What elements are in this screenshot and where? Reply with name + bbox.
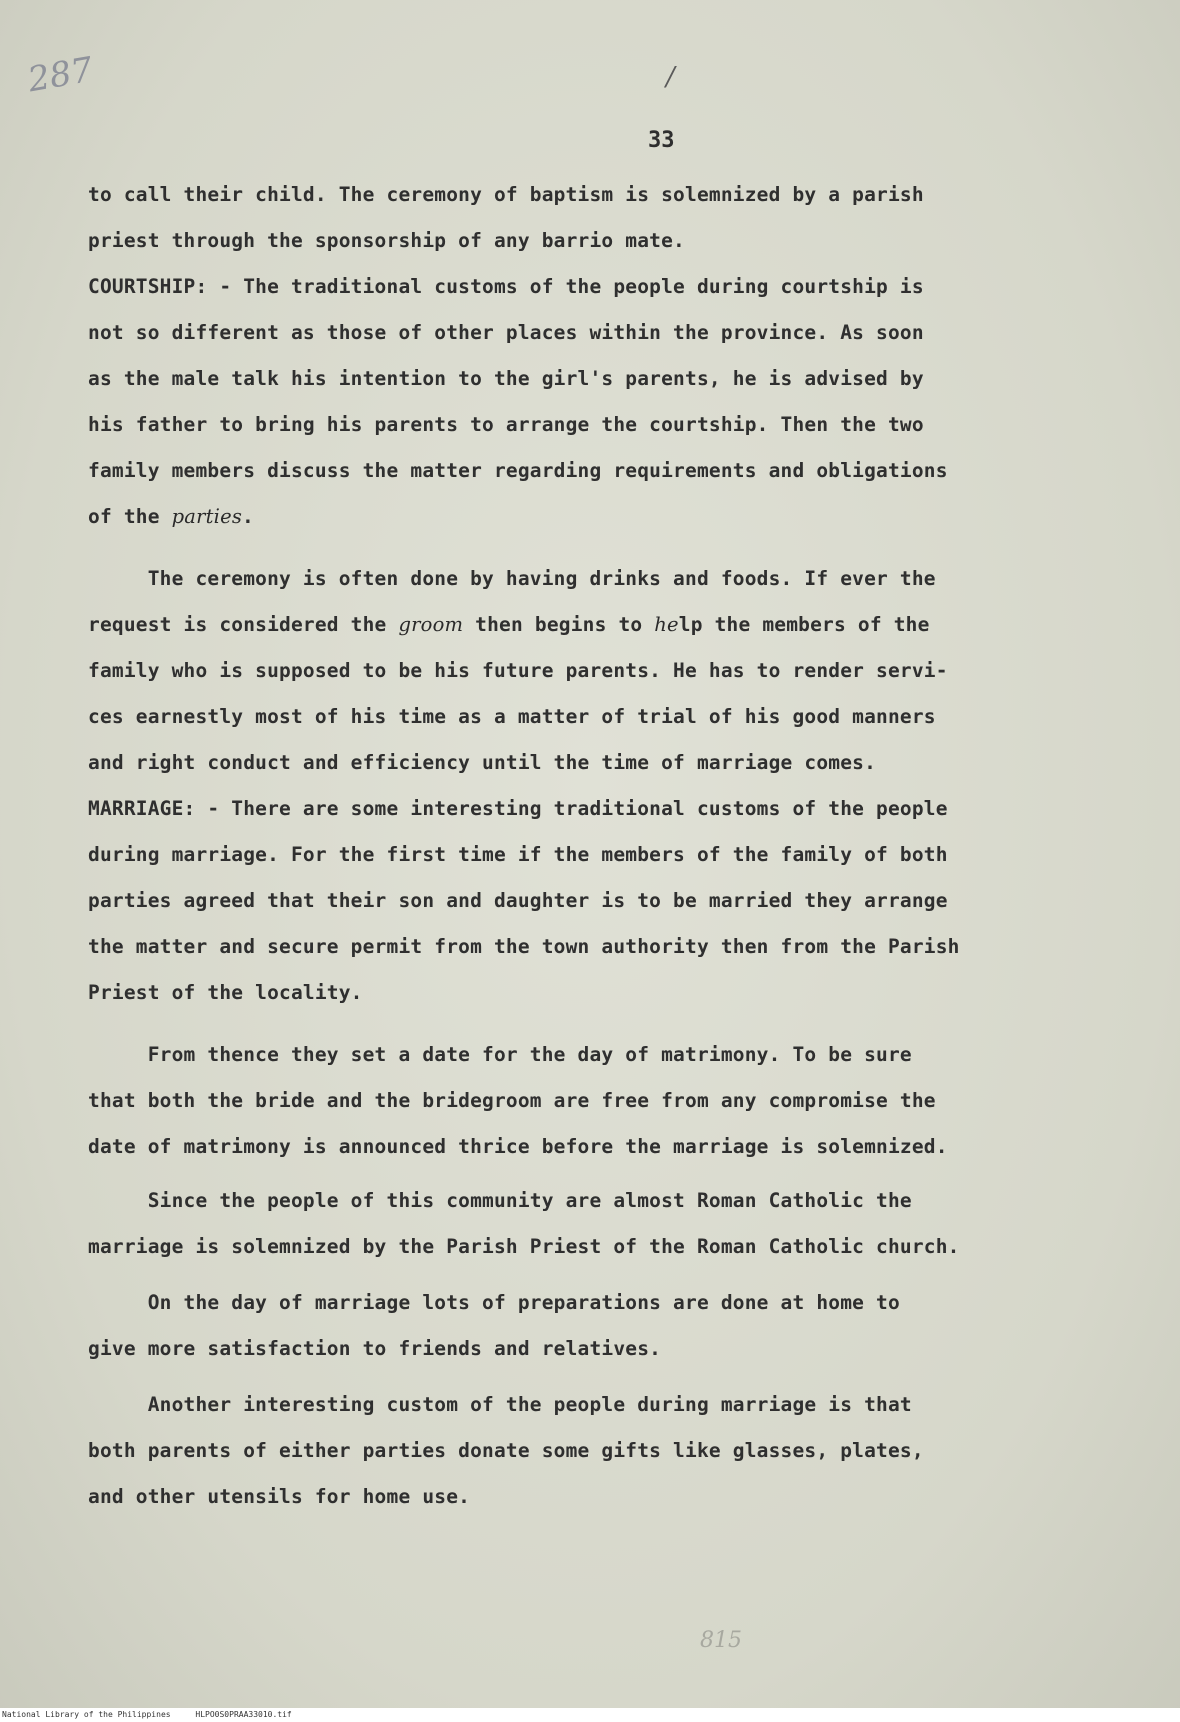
text-segment: of the — [88, 505, 172, 528]
text-segment: to call their child. The ceremony of baptism is solemnized by a parish — [88, 183, 924, 206]
text-segment: MARRIAGE: - There are some interesting traditional customs of the people — [88, 797, 948, 820]
text-line — [88, 797, 948, 820]
text-line — [88, 1089, 936, 1112]
scan-footer — [0, 1708, 1180, 1722]
text-segment: priest through the sponsorship of any barrio mate. — [88, 229, 685, 252]
handwritten-page-count: 287 — [25, 49, 96, 101]
text-line — [88, 229, 685, 252]
text-line — [88, 321, 924, 344]
handwritten-insertion: he — [654, 613, 679, 636]
pencil-tick-mark: / — [666, 62, 675, 92]
text-line — [88, 935, 960, 958]
text-segment: Priest of the locality. — [88, 981, 363, 1004]
text-segment: ces earnestly most of his time as a matter of trial of his good manners — [88, 705, 936, 728]
text-line — [88, 459, 948, 482]
text-line — [88, 505, 254, 528]
text-line — [88, 1337, 661, 1360]
text-segment: Since the people of this community are almost Roman Catholic the — [88, 1189, 912, 1212]
text-line — [88, 413, 924, 436]
text-segment: parties agreed that their son and daughter is to be married they arrange — [88, 889, 948, 912]
text-segment: that both the bride and the bridegroom are free from any compromise the — [88, 1089, 936, 1112]
text-segment: family who is supposed to be his future parents. He has to render servi- — [88, 659, 948, 682]
text-line — [88, 1439, 924, 1462]
library-credit: National Library of the Philippines — [2, 1710, 171, 1719]
text-line — [88, 567, 936, 590]
text-segment: request is considered the — [88, 613, 399, 636]
text-line — [88, 183, 924, 206]
handwritten-insertion: parties — [171, 505, 243, 528]
text-segment: give more satisfaction to friends and relatives. — [88, 1337, 662, 1360]
text-line — [88, 1235, 960, 1258]
text-line — [88, 1393, 912, 1416]
text-segment: marriage is solemnized by the Parish Priest of the Roman Catholic church. — [88, 1235, 960, 1258]
text-segment: lp the members of the — [678, 613, 930, 636]
text-line — [88, 367, 924, 390]
text-line — [88, 705, 936, 728]
text-segment: From thence they set a date for the day of matrimony. To be sure — [88, 1043, 912, 1066]
text-line — [88, 1485, 470, 1508]
text-segment: COURTSHIP: - The traditional customs of the people during courtship is — [88, 275, 924, 298]
text-line — [88, 659, 948, 682]
text-line — [88, 889, 948, 912]
text-line — [88, 1189, 912, 1212]
text-segment: during marriage. For the first time if the members of the family of both — [88, 843, 948, 866]
text-segment: date of matrimony is announced thrice before the marriage is solemnized. — [88, 1135, 948, 1158]
text-line — [88, 1291, 900, 1314]
text-line — [88, 1043, 912, 1066]
scan-filename: HLPO0S0PRAA33010.tif — [195, 1710, 292, 1719]
text-segment: Another interesting custom of the people during marriage is that — [88, 1393, 912, 1416]
text-line — [88, 613, 930, 636]
handwritten-insertion: groom — [398, 613, 464, 636]
text-line — [88, 275, 924, 298]
text-segment: . — [242, 505, 254, 528]
handwritten-margin-note: 815 — [700, 1628, 742, 1653]
text-line — [88, 843, 948, 866]
text-segment: as the male talk his intention to the girl's parents, he is advised by — [88, 367, 924, 390]
text-segment: not so different as those of other places within the province. As soon — [88, 321, 924, 344]
page-number: 33 — [648, 128, 675, 153]
text-segment: then begins to — [463, 613, 655, 636]
text-line — [88, 981, 363, 1004]
text-segment: his father to bring his parents to arrange the courtship. Then the two — [88, 413, 924, 436]
text-segment: family members discuss the matter regarding requirements and obligations — [88, 459, 948, 482]
text-segment: both parents of either parties donate some gifts like glasses, plates, — [88, 1439, 924, 1462]
text-line — [88, 1135, 948, 1158]
text-segment: The ceremony is often done by having drinks and foods. If ever the — [88, 567, 936, 590]
text-line — [88, 751, 876, 774]
text-segment: and right conduct and efficiency until the time of marriage comes. — [88, 751, 877, 774]
text-segment: the matter and secure permit from the town authority then from the Parish — [88, 935, 960, 958]
text-segment: On the day of marriage lots of preparations are done at home to — [88, 1291, 900, 1314]
text-segment: and other utensils for home use. — [88, 1485, 471, 1508]
